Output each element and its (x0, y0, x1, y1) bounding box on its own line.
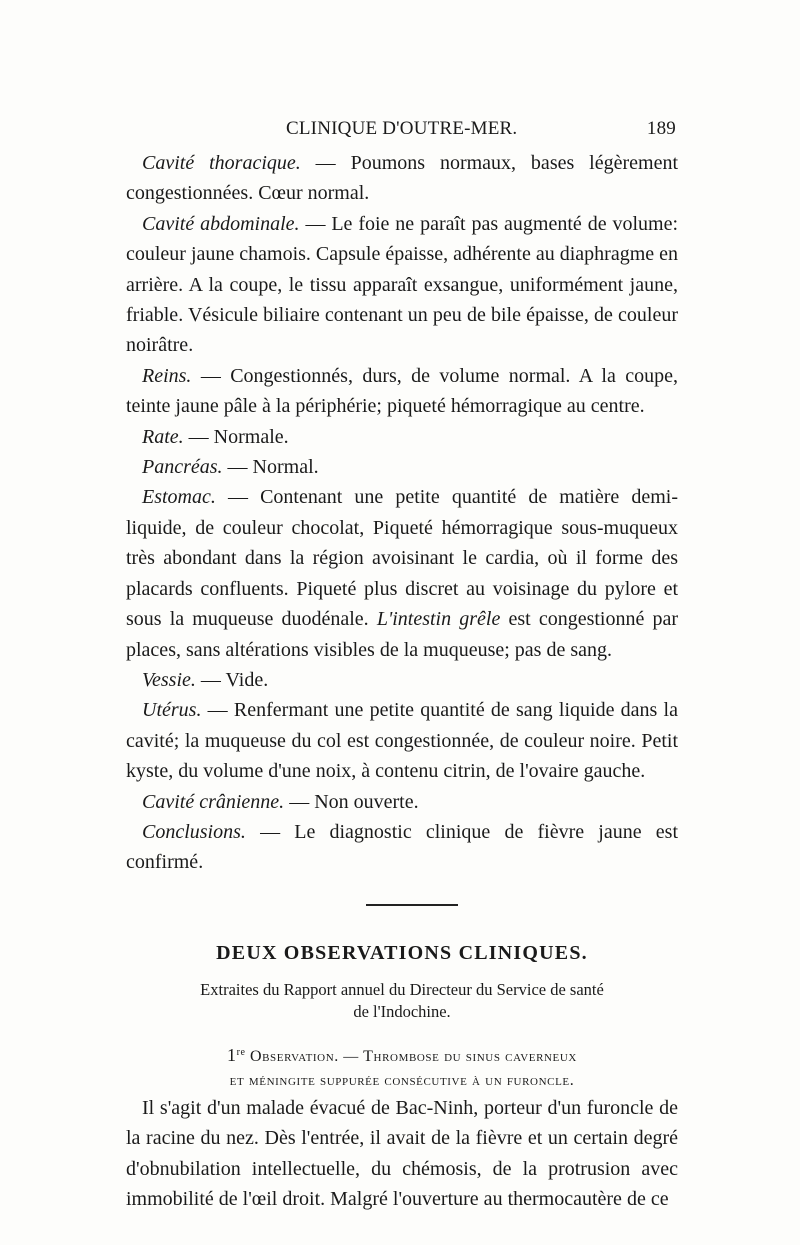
paragraph-text: — Renfermant une petite quantité de sang liquide dans la cavité; la muqueuse du col est congestionnée, de couleur noire. Petit kyste, du volume d'une noix, à contenu citrin, de l'ovaire gauche. (126, 699, 678, 783)
subtitle-line: Extraites du Rapport annuel du Directeur du Service de santé (200, 979, 604, 999)
running-head-title: CLINIQUE D'OUTRE-MER. (286, 118, 518, 139)
observation-title: Thrombose du sinus caverneux (363, 1047, 577, 1065)
paragraph-lead: Reins. (142, 364, 192, 387)
paragraph-uterus (126, 695, 678, 786)
paragraph-lead: Cavité thoracique. (142, 152, 301, 174)
observation-heading-line: 1re Observation. — Thrombose du sinus caverneux (227, 1044, 577, 1065)
paragraph-vessie (126, 665, 678, 695)
section-subtitle (126, 979, 678, 1023)
paragraph-cavite-cranienne (126, 787, 678, 817)
observation-label: Observation. (249, 1047, 339, 1065)
paragraph-text: — Non ouverte. (284, 790, 419, 813)
paragraph-lead: Rate. (142, 425, 184, 448)
page-number: 189 (646, 118, 676, 139)
paragraph-text: — Normal. (222, 456, 319, 479)
paragraph-text: — Vide. (195, 668, 269, 691)
paragraph-pancreas (126, 452, 678, 482)
section-divider (366, 904, 458, 906)
paragraph-text: — Le foie ne paraît pas augmenté de volume: couleur jaune chamois. Capsule épaisse, adhérente au diaphragme en arrière. A la coupe, le tissu apparaît exsangue, uniformément jaune, friable. Vésicule biliaire contenant un peu de bile épaisse, de couleur noirâtre. (126, 212, 679, 357)
paragraph-reins (126, 361, 678, 422)
observation-heading-line: et méningite suppurée consécutive à un furoncle. (229, 1071, 575, 1089)
subtitle-line: de l'Indochine. (353, 1001, 451, 1021)
paragraph-text: — Normale. (183, 425, 289, 448)
paragraph-text: — Congestionnés, durs, de volume normal. A la coupe, teinte jaune pâle à la périphérie; piqueté hémorragique au centre. (126, 364, 678, 418)
observation-ordinal: re (236, 1046, 246, 1058)
paragraph-rate (126, 422, 678, 452)
paragraph-lead: Cavité crânienne. (142, 790, 285, 813)
running-head (126, 118, 678, 148)
paragraph-text: — Le diagnostic clinique de fièvre jaune est confirmé. (126, 820, 678, 874)
section-title: DEUX OBSERVATIONS CLINIQUES. (216, 941, 588, 964)
paragraph-text: — Contenant une petite quantité de matière demi-liquide, de couleur chocolat, Piqueté hémorragique sous-muqueux très abondant dans la région avoisinant le cardia, où il forme des placards confluents. Piqueté plus discret au voisinage du pylore et sous la muqueuse duodénale. (126, 486, 678, 631)
paragraph-text: est congestionné par places, sans altérations visibles de la muqueuse; pas de sang. (126, 608, 679, 661)
paragraph-lead: Cavité abdominale. (142, 212, 300, 235)
paragraph-conclusions (126, 817, 678, 878)
paragraph-lead: Conclusions. (142, 820, 246, 843)
paragraph-lead: Pancréas. (142, 456, 223, 479)
paragraph-estomac (126, 482, 678, 664)
paragraph-lead: Vessie. (142, 668, 196, 691)
observation-number: 1 (227, 1044, 237, 1065)
paragraph-lead: Estomac. (142, 486, 216, 509)
page (126, 118, 678, 1214)
paragraph-italic: L'intestin grêle (376, 608, 501, 631)
paragraph-text: — Poumons normaux, bases légèrement congestionnées. Cœur normal. (126, 152, 678, 205)
paragraph-observation-text: Il s'agit d'un malade évacué de Bac-Ninh, porteur d'un furoncle de la racine du nez. Dès l'entrée, il avait de la fièvre et un certain degré d'obnubilation intellectuelle, du chémosis, de la protrusion avec immobilité de l'œil droit. Malgré l'ouverture au thermocautère de ce (126, 1096, 678, 1210)
paragraph-cavite-abdominale (126, 209, 678, 361)
paragraph-lead: Utérus. (142, 699, 202, 722)
paragraph-cavite-thoracique (126, 148, 678, 209)
observation-heading (126, 1041, 678, 1093)
